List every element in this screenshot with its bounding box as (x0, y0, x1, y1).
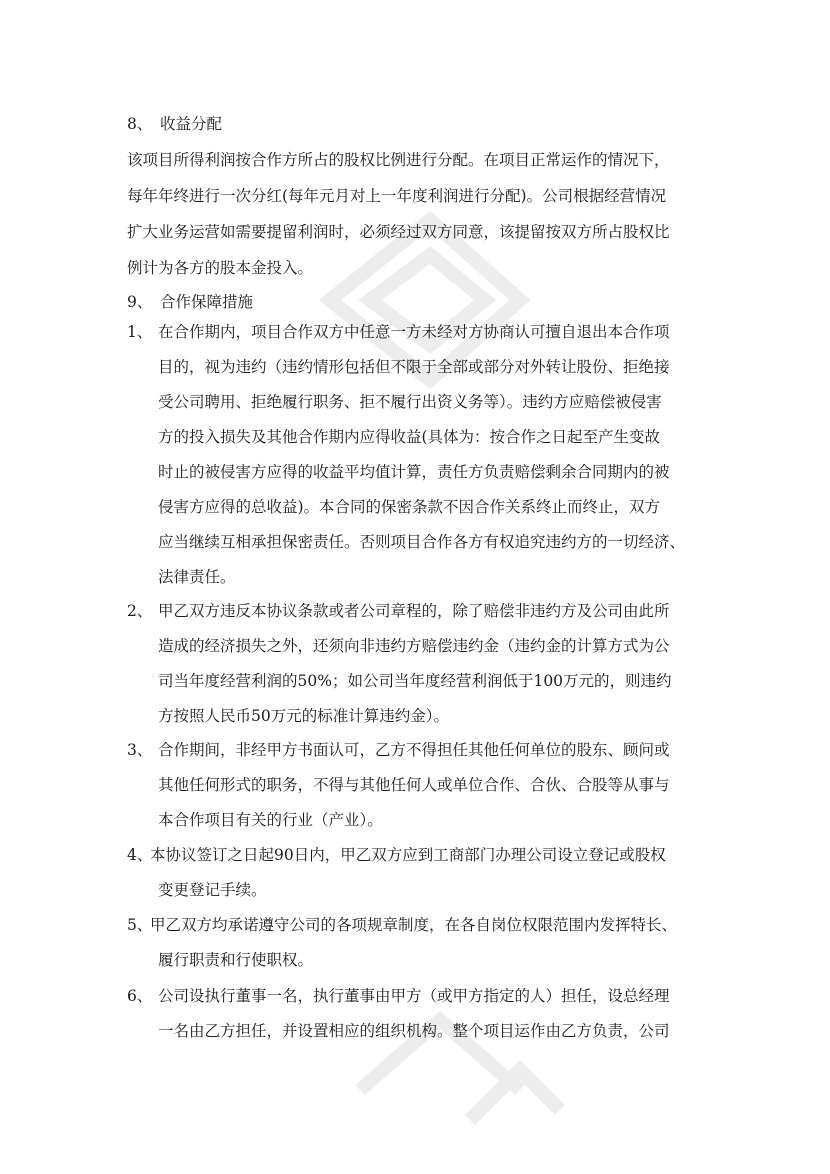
section-9-number: 9、 (127, 293, 153, 311)
clause-1-line: 在合作期内，项目合作双方中任意一方未经对方协商认可擅自退出本合作项 (158, 323, 670, 341)
clause-1-line: 目的，视为违约（违约情形包括但不限于全部或部分对外转让股份、拒绝接 (158, 358, 670, 376)
clause-2-line: 司当年度经营利润的50%；如公司当年度经营利润低于100万元的，则违约 (158, 672, 672, 690)
clause-3-line: 合作期间，非经甲方书面认可，乙方不得担任其他任何单位的股东、顾问或 (158, 741, 670, 759)
clause-1-line: 时止的被侵害方应得的收益平均值计算，责任方负责赔偿剩余合同期内的被 (158, 463, 670, 481)
clause-1-line: 法律责任。 (158, 568, 236, 586)
clause-2-line: 方按照人民币50万元的标准计算违约金）。 (158, 707, 449, 725)
clause-5-number: 5、 (127, 916, 153, 934)
section-8-line: 例计为各方的股本金投入。 (127, 259, 314, 277)
clause-6-line: 一名由乙方担任，并设置相应的组织机构。整个项目运作由乙方负责，公司 (158, 1022, 670, 1040)
clause-1-line: 受公司聘用、拒绝履行职务、拒不履行出资义务等）。违约方应赔偿被侵害 (158, 393, 662, 411)
clause-4-line: 本协议签订之日起90日内，甲乙双方应到工商部门办理公司设立登记或股权 (150, 846, 666, 864)
clause-4-number: 4、 (127, 846, 153, 864)
clause-2-number: 2、 (127, 602, 153, 620)
clause-1-line: 应当继续互相承担保密责任。否则项目合作各方有权追究违约方的一切经济、 (158, 533, 686, 551)
clause-6-line: 公司设执行董事一名，执行董事由甲方（或甲方指定的人）担任，设总经理 (158, 987, 670, 1005)
clause-1-line: 方的投入损失及其他合作期内应得收益(具体为：按合作之日起至产生变故 (158, 428, 661, 446)
section-8-line: 该项目所得利润按合作方所占的股权比例进行分配。在项目正常运作的情况下， (127, 151, 670, 169)
section-8-line: 扩大业务运营如需要提留利润时，必须经过双方同意，该提留按双方所占股权比 (127, 223, 670, 241)
section-8-title: 收益分配 (160, 115, 223, 133)
section-8-number: 8、 (127, 115, 153, 133)
clause-6-number: 6、 (127, 987, 153, 1005)
clause-4-line: 变更登记手续。 (158, 881, 267, 899)
section-9-title: 合作保障措施 (160, 293, 254, 311)
clause-3-number: 3、 (127, 741, 153, 759)
clause-5-line: 甲乙双方均承诺遵守公司的各项规章制度，在各自岗位权限范围内发挥特长、 (150, 916, 678, 934)
clause-5-line: 履行职责和行使职权。 (158, 951, 314, 969)
clause-3-line: 其他任何形式的职务，不得与其他任何人或单位合作、合伙、合股等从事与 (158, 776, 670, 794)
clause-2-line: 甲乙双方违反本协议条款或者公司章程的，除了赔偿非违约方及公司由此所 (158, 602, 670, 620)
clause-1-number: 1、 (127, 323, 153, 341)
clause-2-line: 造成的经济损失之外，还须向非违约方赔偿违约金（违约金的计算方式为公 (158, 637, 670, 655)
section-8-line: 每年年终进行一次分红(每年元月对上一年度利润进行分配)。公司根据经营情况 (127, 187, 667, 205)
clause-1-line: 侵害方应得的总收益)。本合同的保密条款不因合作关系终止而终止，双方 (158, 498, 661, 516)
clause-3-line: 本合作项目有关的行业（产业）。 (158, 811, 383, 829)
